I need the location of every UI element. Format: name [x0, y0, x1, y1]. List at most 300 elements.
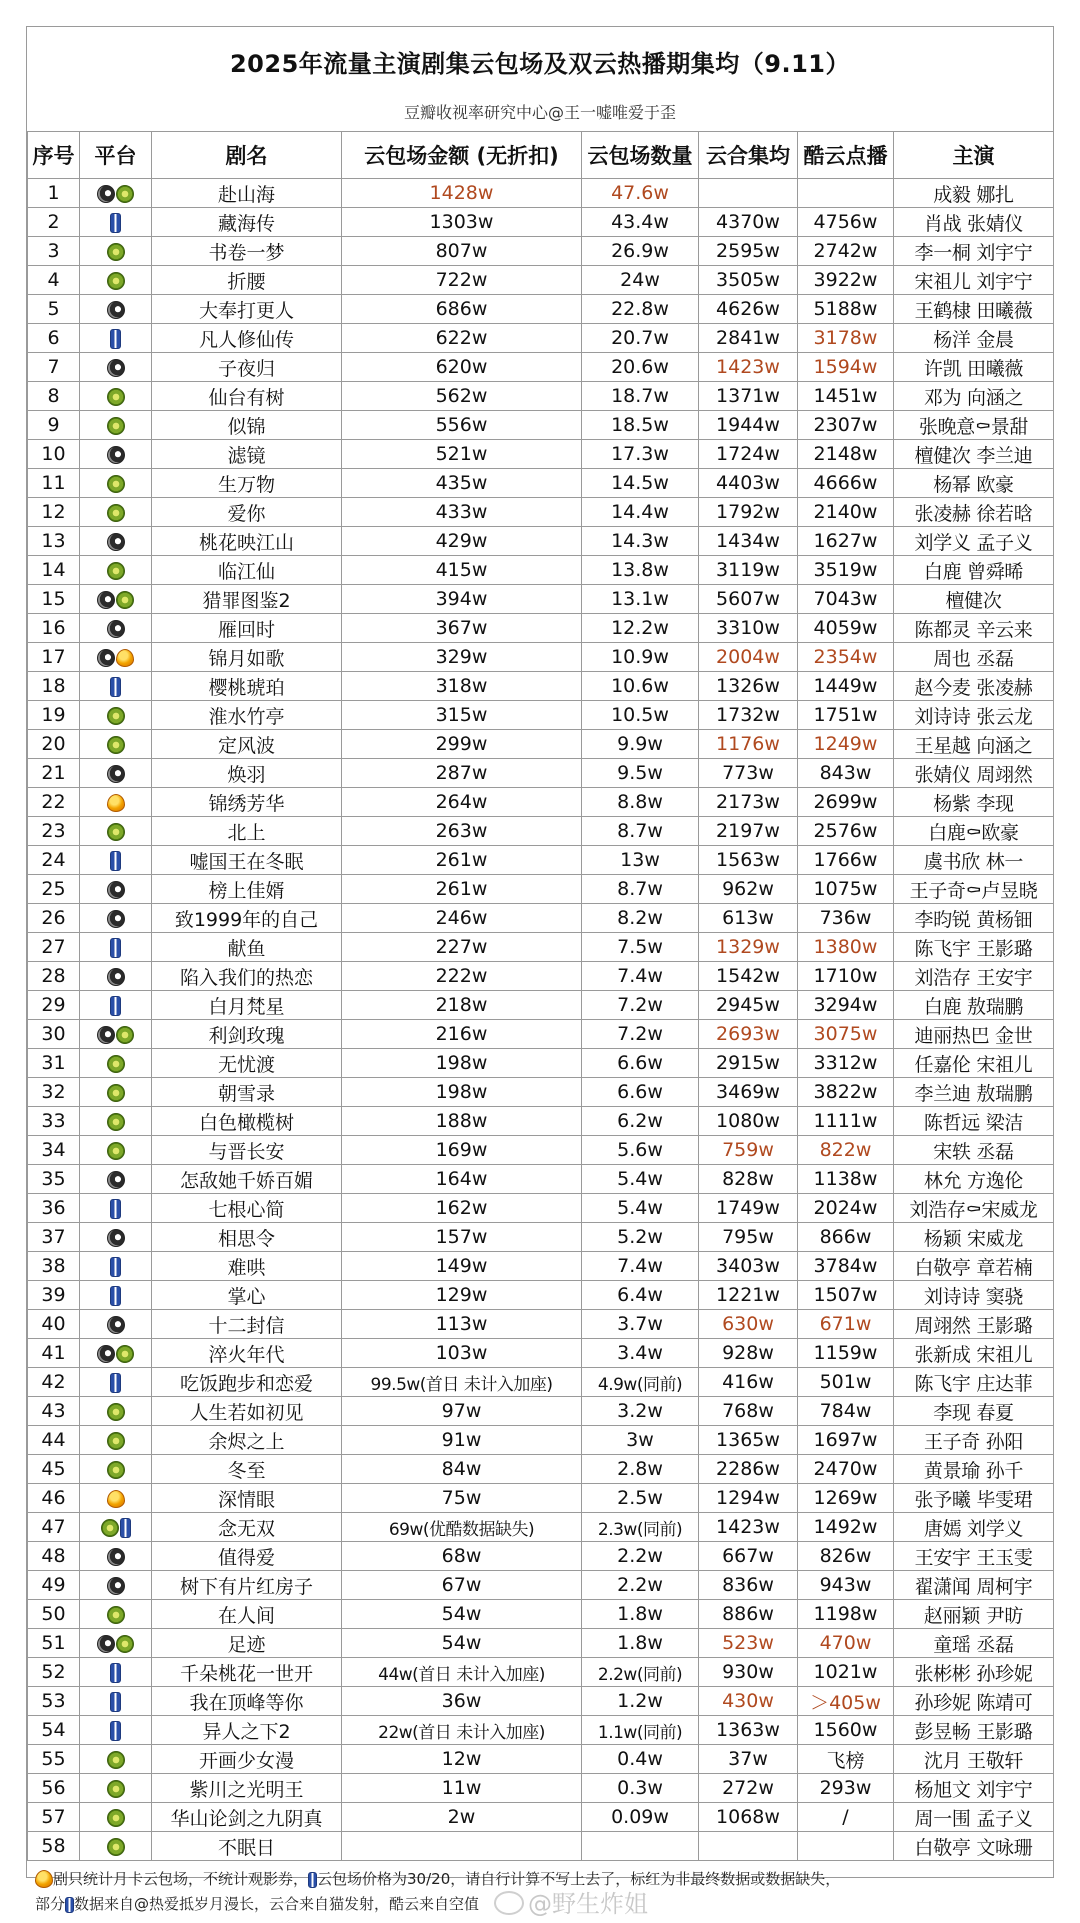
package-amount-cell: 562w [342, 382, 582, 411]
row-index-cell: 46 [28, 1484, 80, 1513]
row-index-cell: 3 [28, 237, 80, 266]
lead-actors-cell: 陈都灵 辛云来 [894, 614, 1054, 643]
package-amount-cell: 264w [342, 788, 582, 817]
drama-title-cell: 白月梵星 [152, 991, 342, 1020]
lead-actors-cell: 张新成 宋祖儿 [894, 1339, 1054, 1368]
lead-actors-cell: 肖战 张婧仪 [894, 208, 1054, 237]
package-amount-cell: 1428w [342, 179, 582, 208]
drama-title-cell: 滤镜 [152, 440, 342, 469]
yunhe-avg-cell: 2197w [699, 817, 798, 846]
package-amount-cell: 198w [342, 1049, 582, 1078]
penguin-icon [97, 591, 115, 609]
weibo-icon [494, 1891, 524, 1915]
package-amount-cell: 188w [342, 1107, 582, 1136]
yunhe-avg-cell: 1326w [699, 672, 798, 701]
row-index-cell: 25 [28, 875, 80, 904]
row-index-cell: 43 [28, 1397, 80, 1426]
youku-icon [110, 1692, 121, 1712]
drama-title-cell: 足迹 [152, 1629, 342, 1658]
row-index-cell: 39 [28, 1281, 80, 1310]
lead-actors-cell: 白鹿 曾舜晞 [894, 556, 1054, 585]
platform-icons [97, 1635, 134, 1653]
yunhe-avg-cell: 667w [699, 1542, 798, 1571]
kuyun-vod-cell: ＞405w [798, 1687, 894, 1716]
kuyun-vod-cell: 4756w [798, 208, 894, 237]
platform-cell [80, 1078, 152, 1107]
row-index-cell: 36 [28, 1194, 80, 1223]
header-actors: 主演 [894, 132, 1054, 179]
platform-cell [80, 237, 152, 266]
table-row [28, 527, 1054, 556]
row-index-cell: 37 [28, 1223, 80, 1252]
youku-icon [110, 1663, 121, 1683]
lead-actors-cell: 张婧仪 周翊然 [894, 759, 1054, 788]
yunhe-avg-cell: 2841w [699, 324, 798, 353]
platform-icons [107, 533, 125, 551]
youku-icon [110, 851, 121, 871]
row-index-cell: 52 [28, 1658, 80, 1687]
yunhe-avg-cell: 4370w [699, 208, 798, 237]
package-count-cell: 7.4w [582, 962, 699, 991]
kuyun-vod-cell: 501w [798, 1368, 894, 1397]
table-row [28, 817, 1054, 846]
table-row [28, 266, 1054, 295]
package-count-cell: 5.4w [582, 1165, 699, 1194]
row-index-cell: 49 [28, 1571, 80, 1600]
yunhe-avg-cell: 1329w [699, 933, 798, 962]
platform-cell [80, 469, 152, 498]
package-count-cell: 6.6w [582, 1078, 699, 1107]
youku-icon [65, 1897, 74, 1913]
table-row [28, 498, 1054, 527]
yunhe-avg-cell: 1542w [699, 962, 798, 991]
row-index-cell: 34 [28, 1136, 80, 1165]
package-amount-cell: 103w [342, 1339, 582, 1368]
row-index-cell: 6 [28, 324, 80, 353]
yunhe-avg-cell: 613w [699, 904, 798, 933]
kiwi-icon [116, 591, 134, 609]
platform-icons [107, 446, 125, 464]
platform-icons [107, 504, 125, 522]
kuyun-vod-cell: 2148w [798, 440, 894, 469]
drama-title-cell: 似锦 [152, 411, 342, 440]
kuyun-vod-cell: 3178w [798, 324, 894, 353]
platform-icons [107, 1171, 125, 1189]
table-row [28, 788, 1054, 817]
yunhe-avg-cell: 2595w [699, 237, 798, 266]
kiwi-icon [107, 1055, 125, 1073]
platform-cell [80, 1629, 152, 1658]
drama-title-cell: 陷入我们的热恋 [152, 962, 342, 991]
kuyun-vod-cell: 3312w [798, 1049, 894, 1078]
kuyun-vod-cell: 2354w [798, 643, 894, 672]
table-row [28, 730, 1054, 759]
package-amount-cell: 222w [342, 962, 582, 991]
platform-icons [97, 591, 134, 609]
table-row [28, 1716, 1054, 1745]
kiwi-icon [107, 243, 125, 261]
package-count-cell: 2.5w [582, 1484, 699, 1513]
drama-title-cell: 无忧渡 [152, 1049, 342, 1078]
yunhe-avg-cell: 523w [699, 1629, 798, 1658]
row-index-cell: 21 [28, 759, 80, 788]
platform-cell [80, 904, 152, 933]
package-count-cell: 6.4w [582, 1281, 699, 1310]
table-row [28, 469, 1054, 498]
kuyun-vod-cell: 2742w [798, 237, 894, 266]
kiwi-icon [107, 1084, 125, 1102]
table-row [28, 1194, 1054, 1223]
platform-icons [101, 1518, 131, 1538]
package-count-cell: 7.2w [582, 991, 699, 1020]
package-amount-cell: 99.5w(首日 未计入加座) [342, 1368, 582, 1397]
row-index-cell: 29 [28, 991, 80, 1020]
row-index-cell: 15 [28, 585, 80, 614]
kuyun-vod-cell: 3822w [798, 1078, 894, 1107]
platform-cell [80, 1020, 152, 1049]
table-row [28, 440, 1054, 469]
penguin-icon [107, 968, 125, 986]
platform-cell [80, 1281, 152, 1310]
table-row [28, 1600, 1054, 1629]
package-amount-cell: 164w [342, 1165, 582, 1194]
kuyun-vod-cell: 1507w [798, 1281, 894, 1310]
youku-icon [110, 329, 121, 349]
kuyun-vod-cell: 826w [798, 1542, 894, 1571]
lead-actors-cell: 白敬亭 章若楠 [894, 1252, 1054, 1281]
platform-icons [107, 736, 125, 754]
platform-icons [107, 968, 125, 986]
lead-actors-cell: 宋轶 丞磊 [894, 1136, 1054, 1165]
package-count-cell: 13.8w [582, 556, 699, 585]
watermark-text: @野生炸姐 [528, 1890, 648, 1918]
drama-title-cell: 锦月如歌 [152, 643, 342, 672]
yunhe-avg-cell: 3469w [699, 1078, 798, 1107]
yunhe-avg-cell: 1749w [699, 1194, 798, 1223]
row-index-cell: 44 [28, 1426, 80, 1455]
penguin-icon [97, 185, 115, 203]
lead-actors-cell: 刘学义 孟子义 [894, 527, 1054, 556]
kiwi-icon [107, 1142, 125, 1160]
package-count-cell [582, 1832, 699, 1861]
package-count-cell: 7.4w [582, 1252, 699, 1281]
platform-icons [107, 359, 125, 377]
drama-title-cell: 紫川之光明王 [152, 1774, 342, 1803]
drama-title-cell: 猎罪图鉴2 [152, 585, 342, 614]
package-count-cell: 0.4w [582, 1745, 699, 1774]
package-count-cell: 6.2w [582, 1107, 699, 1136]
lead-actors-cell: 童瑶 丞磊 [894, 1629, 1054, 1658]
kuyun-vod-cell: 1159w [798, 1339, 894, 1368]
yunhe-avg-cell: 4626w [699, 295, 798, 324]
platform-cell [80, 1223, 152, 1252]
drama-title-cell: 冬至 [152, 1455, 342, 1484]
yunhe-avg-cell: 416w [699, 1368, 798, 1397]
lead-actors-cell: 迪丽热巴 金世 [894, 1020, 1054, 1049]
kuyun-vod-cell: 2699w [798, 788, 894, 817]
kuyun-vod-cell: 843w [798, 759, 894, 788]
platform-icons [107, 1548, 125, 1566]
package-count-cell: 14.3w [582, 527, 699, 556]
package-amount-cell: 315w [342, 701, 582, 730]
table-header-row [28, 132, 1054, 179]
kuyun-vod-cell: 2024w [798, 1194, 894, 1223]
lead-actors-cell: 刘诗诗 张云龙 [894, 701, 1054, 730]
kuyun-vod-cell: 1138w [798, 1165, 894, 1194]
table-row [28, 1397, 1054, 1426]
drama-title-cell: 焕羽 [152, 759, 342, 788]
row-index-cell: 1 [28, 179, 80, 208]
kiwi-icon [116, 185, 134, 203]
table-row [28, 1281, 1054, 1310]
platform-cell [80, 1803, 152, 1832]
platform-icons [107, 301, 125, 319]
table-row [28, 1310, 1054, 1339]
package-count-cell: 5.2w [582, 1223, 699, 1252]
kuyun-vod-cell: 2307w [798, 411, 894, 440]
platform-cell [80, 933, 152, 962]
package-count-cell: 3.7w [582, 1310, 699, 1339]
drama-title-cell: 淬火年代 [152, 1339, 342, 1368]
platform-cell [80, 179, 152, 208]
package-count-cell: 2.2w [582, 1571, 699, 1600]
platform-cell [80, 1194, 152, 1223]
yunhe-avg-cell: 430w [699, 1687, 798, 1716]
watermark [494, 1884, 648, 1919]
table-row [28, 991, 1054, 1020]
lead-actors-cell: 成毅 娜扎 [894, 179, 1054, 208]
kiwi-icon [107, 1461, 125, 1479]
platform-cell [80, 295, 152, 324]
youku-icon [110, 1721, 121, 1741]
yunhe-avg-cell: 773w [699, 759, 798, 788]
platform-icons [110, 996, 121, 1016]
yunhe-avg-cell: 928w [699, 1339, 798, 1368]
yunhe-avg-cell: 1434w [699, 527, 798, 556]
lead-actors-cell: 刘诗诗 窦骁 [894, 1281, 1054, 1310]
package-count-cell: 18.7w [582, 382, 699, 411]
kuyun-vod-cell: 1492w [798, 1513, 894, 1542]
table-row [28, 1832, 1054, 1861]
platform-icons [110, 1373, 121, 1393]
package-amount-cell: 318w [342, 672, 582, 701]
table-row [28, 1745, 1054, 1774]
kuyun-vod-cell: 1021w [798, 1658, 894, 1687]
platform-icons [110, 1721, 121, 1741]
yunhe-avg-cell: 2915w [699, 1049, 798, 1078]
package-count-cell: 14.5w [582, 469, 699, 498]
lead-actors-cell: 杨旭文 刘宇宁 [894, 1774, 1054, 1803]
drama-title-cell: 赴山海 [152, 179, 342, 208]
row-index-cell: 51 [28, 1629, 80, 1658]
table-row [28, 237, 1054, 266]
platform-icons [107, 1490, 125, 1508]
platform-cell [80, 266, 152, 295]
lead-actors-cell: 李现 春夏 [894, 1397, 1054, 1426]
drama-title-cell: 华山论剑之九阴真 [152, 1803, 342, 1832]
package-amount-cell: 2w [342, 1803, 582, 1832]
kuyun-vod-cell: 1451w [798, 382, 894, 411]
drama-title-cell: 人生若如初见 [152, 1397, 342, 1426]
header-yunhe: 云合集均 [699, 132, 798, 179]
lead-actors-cell: 杨洋 金晨 [894, 324, 1054, 353]
package-count-cell: 26.9w [582, 237, 699, 266]
row-index-cell: 9 [28, 411, 80, 440]
package-amount-cell: 261w [342, 875, 582, 904]
table-row [28, 1339, 1054, 1368]
drama-title-cell: 子夜归 [152, 353, 342, 382]
kuyun-vod-cell: 3784w [798, 1252, 894, 1281]
package-amount-cell: 169w [342, 1136, 582, 1165]
table-row [28, 1020, 1054, 1049]
drama-title-cell: 与晋长安 [152, 1136, 342, 1165]
row-index-cell: 8 [28, 382, 80, 411]
drama-title-cell: 怎敌她千娇百媚 [152, 1165, 342, 1194]
lead-actors-cell: 孙珍妮 陈靖可 [894, 1687, 1054, 1716]
platform-icons [107, 1403, 125, 1421]
lead-actors-cell: 檀健次 [894, 585, 1054, 614]
row-index-cell: 22 [28, 788, 80, 817]
table-row [28, 672, 1054, 701]
table-row [28, 933, 1054, 962]
kiwi-icon [107, 1751, 125, 1769]
platform-cell [80, 672, 152, 701]
platform-cell [80, 1716, 152, 1745]
yunhe-avg-cell: 1792w [699, 498, 798, 527]
package-amount-cell: 429w [342, 527, 582, 556]
platform-cell [80, 759, 152, 788]
row-index-cell: 24 [28, 846, 80, 875]
yunhe-avg-cell: 828w [699, 1165, 798, 1194]
yunhe-avg-cell: 3119w [699, 556, 798, 585]
kuyun-vod-cell: 3922w [798, 266, 894, 295]
platform-icons [97, 185, 134, 203]
platform-icons [107, 620, 125, 638]
kuyun-vod-cell: 3075w [798, 1020, 894, 1049]
drama-title-cell: 异人之下2 [152, 1716, 342, 1745]
drama-title-cell: 雁回时 [152, 614, 342, 643]
platform-cell [80, 875, 152, 904]
yunhe-avg-cell: 2004w [699, 643, 798, 672]
platform-cell [80, 1310, 152, 1339]
kuyun-vod-cell: 470w [798, 1629, 894, 1658]
platform-cell [80, 1832, 152, 1861]
lead-actors-cell: 杨幂 欧豪 [894, 469, 1054, 498]
package-amount-cell: 22w(首日 未计入加座) [342, 1716, 582, 1745]
package-amount-cell: 433w [342, 498, 582, 527]
drama-title-cell: 不眠日 [152, 1832, 342, 1861]
kuyun-vod-cell: 822w [798, 1136, 894, 1165]
drama-title-cell: 致1999年的自己 [152, 904, 342, 933]
platform-cell [80, 527, 152, 556]
drama-title-cell: 吃饭跑步和恋爱 [152, 1368, 342, 1397]
table-row [28, 1165, 1054, 1194]
platform-cell [80, 353, 152, 382]
table-row [28, 1513, 1054, 1542]
footer-line1a: 剧只统计月卡云包场，不统计观影券， [53, 1870, 309, 1888]
package-count-cell: 13.1w [582, 585, 699, 614]
package-amount-cell: 261w [342, 846, 582, 875]
platform-cell [80, 1484, 152, 1513]
drama-title-cell: 千朵桃花一世开 [152, 1658, 342, 1687]
row-index-cell: 7 [28, 353, 80, 382]
package-amount-cell: 67w [342, 1571, 582, 1600]
platform-icons [107, 1229, 125, 1247]
platform-icons [107, 910, 125, 928]
row-index-cell: 28 [28, 962, 80, 991]
kuyun-vod-cell: 1627w [798, 527, 894, 556]
platform-icons [107, 1809, 125, 1827]
package-amount-cell: 54w [342, 1600, 582, 1629]
package-amount-cell: 216w [342, 1020, 582, 1049]
package-amount-cell: 722w [342, 266, 582, 295]
yunhe-avg-cell: 4403w [699, 469, 798, 498]
platform-icons [97, 1026, 134, 1044]
kuyun-vod-cell: 736w [798, 904, 894, 933]
package-count-cell: 2.8w [582, 1455, 699, 1484]
lead-actors-cell: 彭昱畅 王影璐 [894, 1716, 1054, 1745]
mango-icon [107, 1490, 125, 1508]
package-amount-cell: 435w [342, 469, 582, 498]
lead-actors-cell: 李兰迪 敖瑞鹏 [894, 1078, 1054, 1107]
lead-actors-cell: 张彬彬 孙珍妮 [894, 1658, 1054, 1687]
mango-icon [107, 794, 125, 812]
kuyun-vod-cell: 943w [798, 1571, 894, 1600]
table-row [28, 411, 1054, 440]
platform-cell [80, 1165, 152, 1194]
kuyun-vod-cell: 飞榜 [798, 1745, 894, 1774]
row-index-cell: 53 [28, 1687, 80, 1716]
kiwi-icon [107, 475, 125, 493]
kuyun-vod-cell: 1269w [798, 1484, 894, 1513]
platform-cell [80, 1136, 152, 1165]
youku-icon [110, 996, 121, 1016]
package-amount-cell: 329w [342, 643, 582, 672]
package-count-cell: 20.6w [582, 353, 699, 382]
platform-cell [80, 730, 152, 759]
kuyun-vod-cell: 4059w [798, 614, 894, 643]
youku-icon [308, 1872, 317, 1888]
penguin-icon [107, 910, 125, 928]
drama-title-cell: 淮水竹亭 [152, 701, 342, 730]
drama-title-cell: 相思令 [152, 1223, 342, 1252]
package-count-cell: 8.7w [582, 875, 699, 904]
package-amount-cell: 246w [342, 904, 582, 933]
yunhe-avg-cell: 2945w [699, 991, 798, 1020]
kiwi-icon [116, 1635, 134, 1653]
drama-title-cell: 折腰 [152, 266, 342, 295]
kuyun-vod-cell: 671w [798, 1310, 894, 1339]
row-index-cell: 5 [28, 295, 80, 324]
platform-icons [110, 1257, 121, 1277]
youku-icon [110, 1257, 121, 1277]
table-row [28, 1484, 1054, 1513]
lead-actors-cell: 赵今麦 张凌赫 [894, 672, 1054, 701]
package-amount-cell: 97w [342, 1397, 582, 1426]
package-count-cell: 18.5w [582, 411, 699, 440]
platform-cell [80, 846, 152, 875]
footer-line2a: 部分 [35, 1895, 66, 1913]
lead-actors-cell: 周翊然 王影璐 [894, 1310, 1054, 1339]
yunhe-avg-cell: 768w [699, 1397, 798, 1426]
package-count-cell: 7.2w [582, 1020, 699, 1049]
drama-title-cell: 余烬之上 [152, 1426, 342, 1455]
package-amount-cell: 287w [342, 759, 582, 788]
penguin-icon [97, 1345, 115, 1363]
platform-cell [80, 962, 152, 991]
page-subtitle: 豆瓣收视率研究中心@王一嘘唯爱于歪 [403, 103, 676, 122]
package-count-cell: 0.09w [582, 1803, 699, 1832]
